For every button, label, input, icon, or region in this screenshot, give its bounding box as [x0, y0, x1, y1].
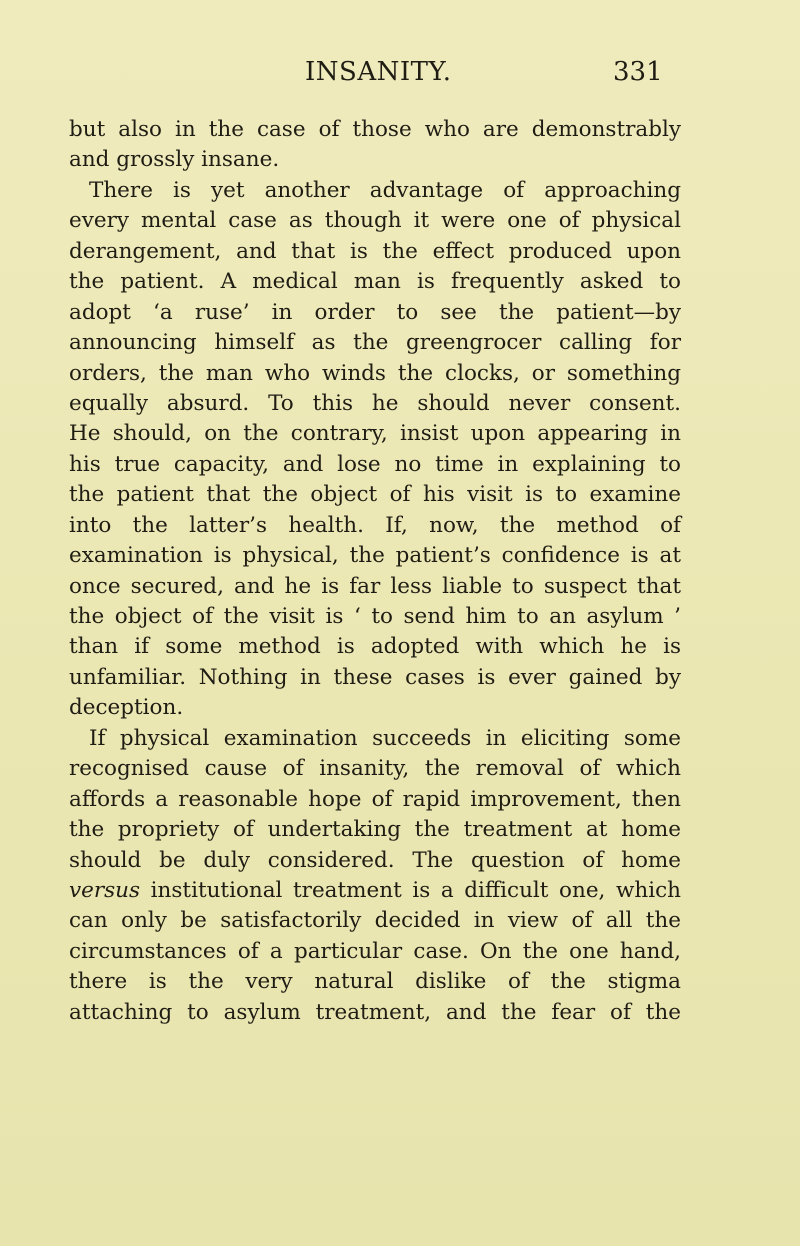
- running-head: INSANITY.: [305, 57, 452, 87]
- text-line: unfamiliar. Nothing in these cases is ever gained by: [69, 664, 681, 690]
- text-line: his true capacity, and lose no time in explaining to: [69, 451, 681, 477]
- text-line: adopt ‘a ruse’ in order to see the patient—by: [69, 299, 681, 325]
- text-line: derangement, and that is the effect produced upon: [69, 238, 681, 264]
- text-line: deception.: [69, 695, 184, 721]
- page-number: 331: [613, 57, 663, 87]
- italic-word: versus: [69, 877, 141, 903]
- text-line: into the latter’s health. If, now, the method of: [69, 512, 681, 538]
- body-text: [69, 115, 681, 1028]
- text-line: examination is physical, the patient’s confidence is at: [69, 543, 681, 569]
- text-line: attaching to asylum treatment, and the fear of the: [69, 999, 681, 1025]
- text-line-with-italic: [69, 876, 681, 906]
- text-line: recognised cause of insanity, the removal of which: [69, 756, 681, 782]
- text-line: every mental case as though it were one of physical: [69, 208, 681, 234]
- text-line: the object of the visit is ‘ to send him to an asylum ’: [69, 604, 681, 629]
- text-line: and grossly insane.: [69, 147, 280, 173]
- text-line: than if some method is adopted with which he is: [69, 634, 681, 660]
- text-line: the patient. A medical man is frequently asked to: [69, 269, 681, 295]
- text-line: orders, the man who winds the clocks, or something: [69, 360, 681, 386]
- text-line: If physical examination succeeds in eliciting some: [89, 725, 681, 751]
- text-line: announcing himself as the greengrocer calling for: [69, 330, 681, 356]
- text-line: once secured, and he is far less liable to suspect that: [69, 573, 681, 599]
- text-line: the patient that the object of his visit is to examine: [69, 482, 681, 508]
- text-line: equally absurd. To this he should never consent.: [69, 390, 681, 416]
- text-line: but also in the case of those who are demonstrably: [69, 117, 681, 142]
- text-line-rest: institutional treatment is a difficult one, which: [150, 877, 682, 903]
- text-line: There is yet another advantage of approaching: [89, 177, 681, 203]
- text-line: affords a reasonable hope of rapid improvement, then: [69, 786, 681, 812]
- text-line: the propriety of undertaking the treatment at home: [69, 817, 681, 843]
- text-line: can only be satisfactorily decided in view of all the: [69, 908, 681, 934]
- text-line: should be duly considered. The question of home: [69, 847, 681, 873]
- text-line: there is the very natural dislike of the stigma: [69, 969, 681, 995]
- text-line: circumstances of a particular case. On the one hand,: [69, 938, 681, 964]
- text-line: He should, on the contrary, insist upon appearing in: [69, 421, 681, 447]
- page-header: [0, 57, 800, 97]
